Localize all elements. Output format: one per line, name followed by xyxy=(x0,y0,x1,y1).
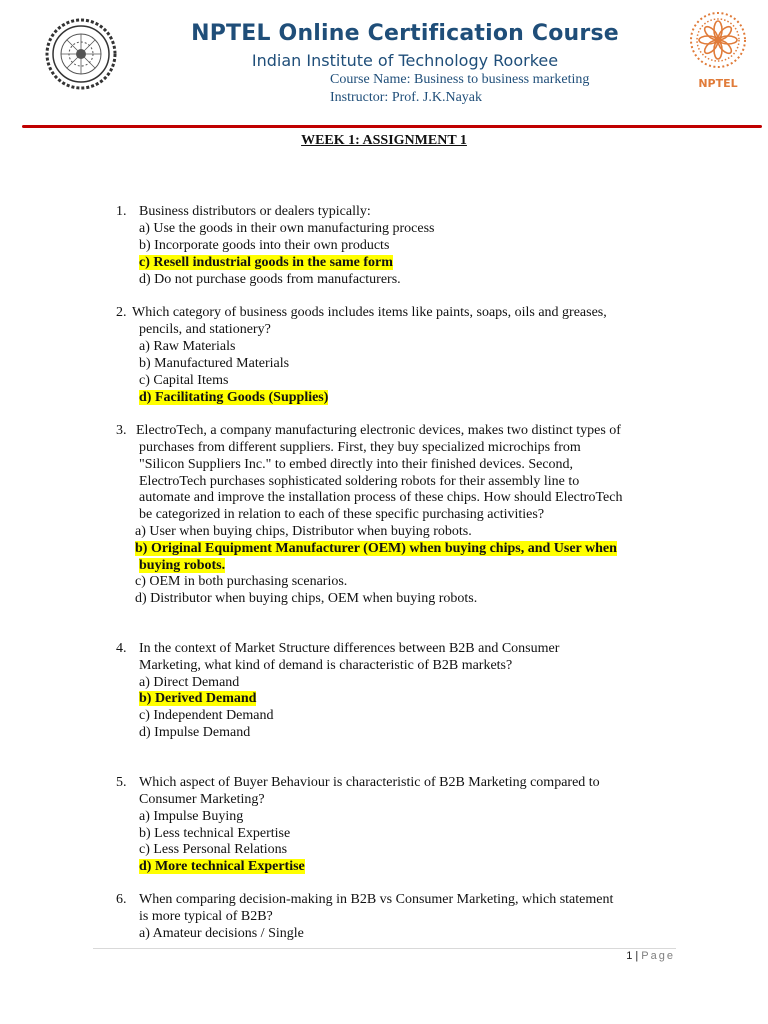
question-text: purchases from different suppliers. First, they buy specialized microchips from xyxy=(139,440,581,455)
question-text: ElectroTech purchases sophisticated soldering robots for their assembly line to xyxy=(139,474,580,489)
option-c: c) Independent Demand xyxy=(139,708,274,723)
answer-highlight: c) Resell industrial goods in the same form xyxy=(139,255,393,270)
question-text: ElectroTech, a company manufacturing electronic devices, makes two distinct types of xyxy=(136,423,621,438)
question-text: Business distributors or dealers typically: xyxy=(139,204,371,219)
question-number: 3. xyxy=(116,423,127,438)
footer-separator: | xyxy=(635,950,639,962)
page-label: Page xyxy=(641,950,675,962)
institute-name: Indian Institute of Technology Roorkee xyxy=(251,51,559,70)
option-b-answer xyxy=(139,690,256,707)
question-number: 2. xyxy=(116,305,127,320)
page-title: NPTEL Online Certification Course xyxy=(191,21,619,46)
page-number: 1 xyxy=(626,950,633,962)
question-text: Which category of business goods includes items like paints, soaps, oils and greases, xyxy=(132,305,607,320)
option-c: c) OEM in both purchasing scenarios. xyxy=(135,574,348,589)
option-d: d) Do not purchase goods from manufacturers. xyxy=(139,272,401,287)
option-a: a) User when buying chips, Distributor when buying robots. xyxy=(135,524,472,539)
option-c: c) Capital Items xyxy=(139,373,229,388)
question-number: 1. xyxy=(116,204,127,219)
option-d-answer xyxy=(139,858,305,875)
question-text: "Silicon Suppliers Inc." to embed directly into their finished devices. Second, xyxy=(139,457,574,472)
answer-highlight: d) More technical Expertise xyxy=(139,859,305,874)
option-b-answer-cont xyxy=(139,557,225,574)
option-a: a) Raw Materials xyxy=(139,339,236,354)
option-c-answer xyxy=(139,254,393,271)
option-a: a) Impulse Buying xyxy=(139,809,244,824)
option-c: c) Less Personal Relations xyxy=(139,842,288,857)
question-text: When comparing decision-making in B2B vs Consumer Marketing, which statement xyxy=(139,892,614,907)
question-text: Which aspect of Buyer Behaviour is characteristic of B2B Marketing compared to xyxy=(139,775,600,790)
answer-highlight: d) Facilitating Goods (Supplies) xyxy=(139,390,329,405)
option-a: a) Direct Demand xyxy=(139,675,240,690)
question-text: be categorized in relation to each of these specific purchasing activities? xyxy=(139,507,545,522)
assignment-title: WEEK 1: ASSIGNMENT 1 xyxy=(301,133,467,148)
option-d: d) Distributor when buying chips, OEM when buying robots. xyxy=(135,591,478,606)
question-text: In the context of Market Structure differences between B2B and Consumer xyxy=(139,641,560,656)
question-text: Marketing, what kind of demand is characteristic of B2B markets? xyxy=(139,658,513,673)
question-number: 6. xyxy=(116,892,127,907)
question-text: is more typical of B2B? xyxy=(139,909,273,924)
option-d: d) Impulse Demand xyxy=(139,725,251,740)
footer-divider xyxy=(93,948,676,949)
answer-highlight: buying robots. xyxy=(139,558,226,573)
course-name: Course Name: Business to business marketing xyxy=(330,72,590,87)
nptel-logo xyxy=(686,10,750,90)
option-a: a) Amateur decisions / Single xyxy=(139,926,304,941)
option-a: a) Use the goods in their own manufacturing process xyxy=(139,221,435,236)
header-divider xyxy=(22,125,762,128)
answer-highlight: b) Original Equipment Manufacturer (OEM) when buying chips, and User when xyxy=(135,541,617,556)
option-b: b) Less technical Expertise xyxy=(139,826,291,841)
nptel-flower-icon xyxy=(686,10,750,70)
question-text: Consumer Marketing? xyxy=(139,792,265,807)
question-text: automate and improve the installation process of these chips. How should ElectroTech xyxy=(139,490,623,505)
option-d-answer xyxy=(139,389,328,406)
option-b: b) Manufactured Materials xyxy=(139,356,290,371)
option-b-answer xyxy=(135,540,617,557)
nptel-logo-text: NPTEL xyxy=(698,77,738,90)
question-text: pencils, and stationery? xyxy=(139,322,271,337)
question-number: 4. xyxy=(116,641,127,656)
question-number: 5. xyxy=(116,775,127,790)
option-b: b) Incorporate goods into their own products xyxy=(139,238,390,253)
page-footer xyxy=(626,950,675,962)
answer-highlight: b) Derived Demand xyxy=(139,691,257,706)
instructor-name: Instructor: Prof. J.K.Nayak xyxy=(330,90,483,105)
